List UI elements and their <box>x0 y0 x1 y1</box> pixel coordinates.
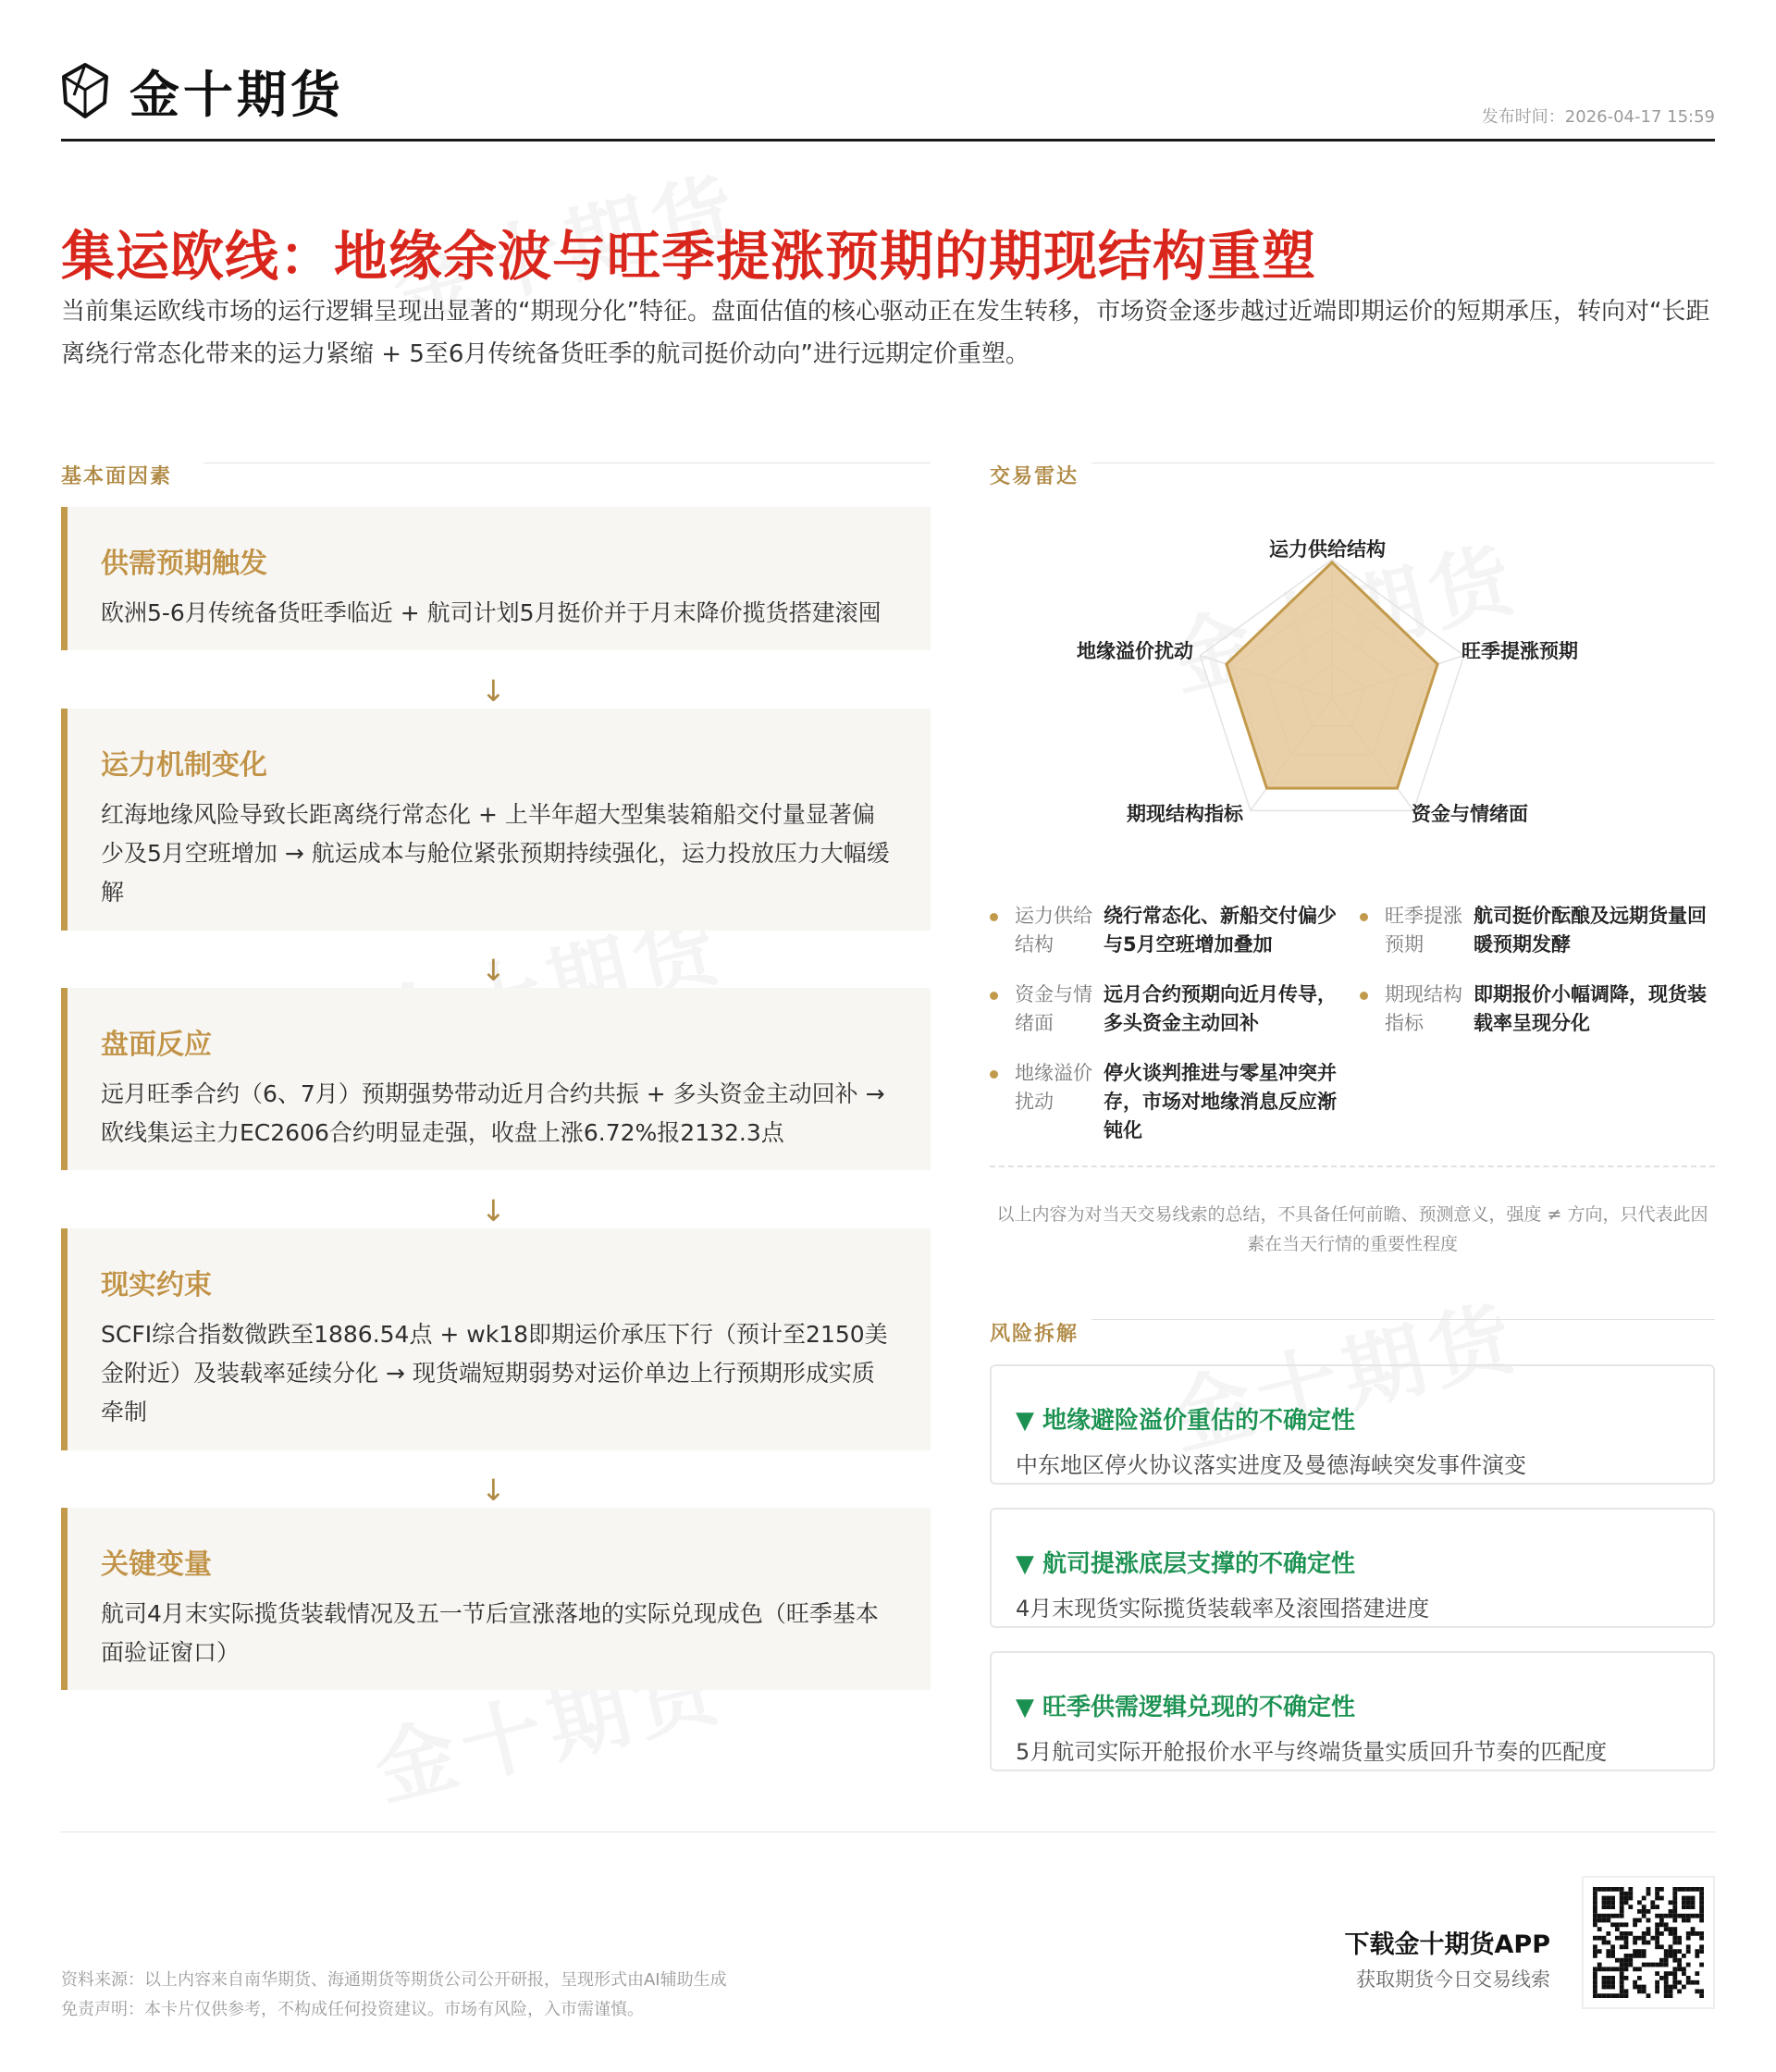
legend-name: 资金与情绪面 <box>1015 983 1092 1034</box>
section-divider <box>1092 462 1715 463</box>
page-title: 集运欧线：地缘余波与旺季提涨预期的期现结构重塑 <box>61 225 1317 288</box>
publish-time: 发布时间：2026-04-17 15:59 <box>1481 107 1715 127</box>
logo <box>61 54 344 128</box>
flow-arrow-icon: ↓ <box>481 953 506 988</box>
brand-logo-icon <box>61 62 109 119</box>
factor-title: 关键变量 <box>101 1548 212 1581</box>
factor-body: 远月旺季合约（6、7月）预期强势带动近月合约共振 + 多头资金主动回补 → 欧线集运主力EC2606合约明显走强，收盘上涨6.72%报2132.3点 <box>101 1080 885 1146</box>
intro-text: 当前集运欧线市场的运行逻辑呈现出显著的“期现分化”特征。盘面估值的核心驱动正在发生转移，市场资金逐步越过近端即期运价的短期承压，转向对“长距离绕行常态化带来的运力紧缩 + 5至6月传统备货旺季的航司挺价动向”进行远期定价重塑。 <box>61 298 1710 368</box>
header-divider <box>61 139 1715 142</box>
section-divider <box>204 462 931 463</box>
risk-title: ▼ 旺季供需逻辑兑现的不确定性 <box>1016 1694 1356 1721</box>
factor-title: 供需预期触发 <box>101 548 267 580</box>
download-title: 下载金十期货APP <box>1344 1930 1550 1959</box>
radar-data-area <box>1227 562 1437 788</box>
risk-card <box>990 1508 1715 1628</box>
legend-name: 地缘溢价扰动 <box>1015 1062 1092 1113</box>
legend-dot-icon <box>1360 913 1368 921</box>
source-text: 资料来源：以上内容来自南华期货、海通期货等期货公司公开研报，呈现形式由AI辅助生成 <box>61 1970 727 1990</box>
radar-legend-item <box>990 902 1341 959</box>
section-heading-radar: 交易雷达 <box>990 465 1079 488</box>
radar-axis-label: 资金与情绪面 <box>1412 803 1528 825</box>
radar-axis-label: 地缘溢价扰动 <box>1077 640 1193 662</box>
section-divider <box>1092 1319 1715 1320</box>
factor-title: 现实约束 <box>101 1269 212 1301</box>
disclaimer-text: 免责声明：本卡片仅供参考，不构成任何投资建议。市场有风险，入市需谨慎。 <box>61 2000 644 2019</box>
factor-body: 航司4月末实际揽货装载情况及五一节后宣涨落地的实际兑现成色（旺季基本面验证窗口） <box>101 1600 879 1666</box>
risk-card <box>990 1651 1715 1771</box>
legend-dot-icon <box>990 992 998 1000</box>
legend-dot-icon <box>1360 992 1368 1000</box>
radar-note: 以上内容为对当天交易线索的总结，不具备任何前瞻、预测意义，强度 ≠ 方向，只代表此因素在当天行情的重要性程度 <box>996 1204 1708 1254</box>
legend-value: 绕行常态化、新船交付偏少与5月空班增加叠加 <box>1104 905 1337 956</box>
qr-code-icon <box>1593 1887 1704 1998</box>
legend-value: 远月合约预期向近月传导，多头资金主动回补 <box>1104 983 1337 1034</box>
brand-name: 金十期货 <box>130 65 344 124</box>
risk-title: ▼ 地缘避险溢价重估的不确定性 <box>1016 1407 1356 1435</box>
risk-body: 5月航司实际开舱报价水平与终端货量实质回升节奏的匹配度 <box>1016 1739 1608 1765</box>
risk-body: 4月末现货实际揽货装载率及滚囤搭建进度 <box>1016 1596 1430 1622</box>
radar-legend-item <box>990 1059 1341 1145</box>
radar-legend-item <box>1360 980 1715 1038</box>
factor-card <box>61 1508 931 1690</box>
radar-axis-label: 旺季提涨预期 <box>1462 640 1578 662</box>
legend-value: 即期报价小幅调降，现货装载率呈现分化 <box>1474 983 1707 1034</box>
section-heading-risk: 风险拆解 <box>990 1323 1079 1346</box>
factor-title: 运力机制变化 <box>101 749 267 782</box>
radar-legend-item <box>1360 902 1715 959</box>
factor-card <box>61 507 931 650</box>
qr-code[interactable] <box>1584 1878 1713 2007</box>
section-heading-fundamentals: 基本面因素 <box>61 465 173 488</box>
radar-legend-item <box>990 980 1341 1038</box>
factor-body: 欧洲5-6月传统备货旺季临近 + 航司计划5月挺价并于月末降价揽货搭建滚囤 <box>101 599 882 626</box>
flow-arrow-icon: ↓ <box>481 1473 506 1508</box>
download-subtitle: 获取期货今日交易线索 <box>1356 1968 1550 1991</box>
radar-axis-label: 期现结构指标 <box>1127 803 1243 825</box>
legend-dot-icon <box>990 1070 998 1079</box>
factor-card <box>61 988 931 1170</box>
legend-name: 运力供给结构 <box>1015 905 1092 956</box>
factor-body: 红海地缘风险导致长距离绕行常态化 + 上半年超大型集装箱船交付量显著偏少及5月空班增加 → 航运成本与舱位紧张预期持续强化，运力投放压力大幅缓解 <box>101 801 890 906</box>
risk-title: ▼ 航司提涨底层支撑的不确定性 <box>1016 1550 1356 1578</box>
legend-name: 旺季提涨预期 <box>1385 905 1462 956</box>
legend-divider <box>990 1166 1715 1167</box>
legend-name: 期现结构指标 <box>1385 983 1462 1034</box>
flow-arrow-icon: ↓ <box>481 673 506 709</box>
risk-card <box>990 1364 1715 1485</box>
factor-card <box>61 709 931 931</box>
legend-value: 停火谈判推进与零星冲突并存，市场对地缘消息反应渐钝化 <box>1104 1062 1337 1141</box>
legend-dot-icon <box>990 913 998 921</box>
risk-body: 中东地区停火协议落实进度及曼德海峡突发事件演变 <box>1016 1452 1526 1478</box>
factor-card <box>61 1228 931 1450</box>
radar-axis-label: 运力供给结构 <box>1269 538 1386 561</box>
flow-arrow-icon: ↓ <box>481 1193 506 1228</box>
factor-title: 盘面反应 <box>101 1029 212 1061</box>
factor-body: SCFI综合指数微跌至1886.54点 + wk18即期运价承压下行（预计至2150美金附近）及装载率延续分化 → 现货端短期弱势对运价单边上行预期形成实质牵制 <box>101 1321 888 1425</box>
legend-value: 航司挺价酝酿及远期货量回暖预期发酵 <box>1474 905 1707 956</box>
